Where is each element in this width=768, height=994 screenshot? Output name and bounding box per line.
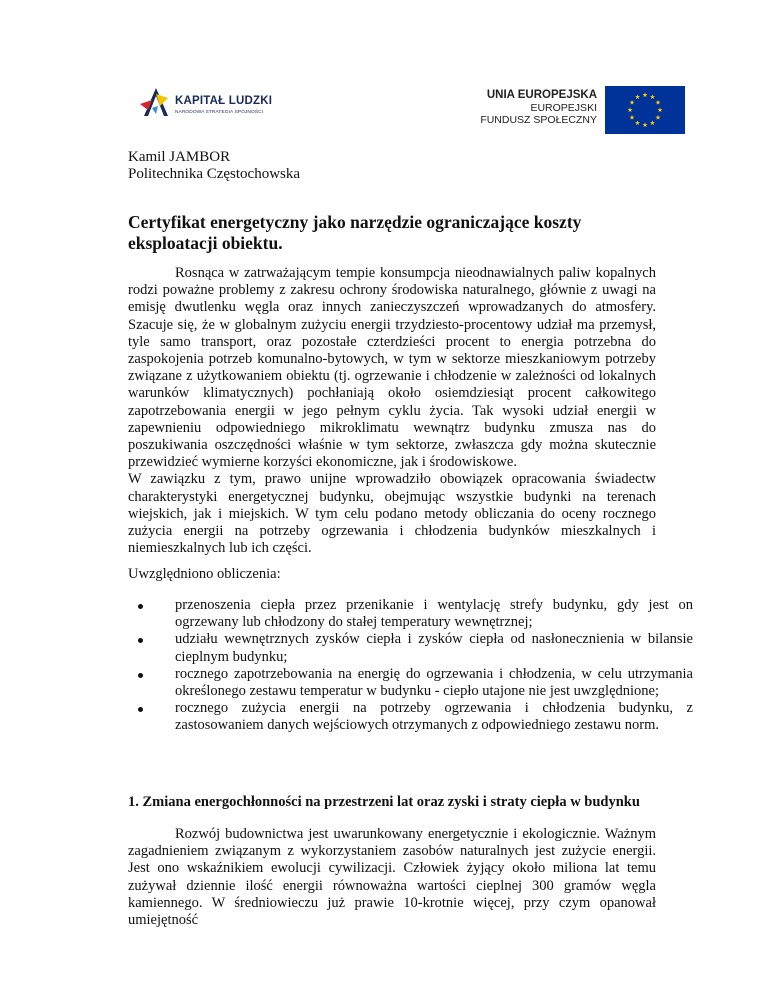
intro-paragraph	[128, 265, 656, 557]
kapital-ludzki-logo	[138, 86, 358, 126]
bullet-icon	[138, 604, 143, 609]
kapital-ludzki-subtitle: NARODOWA STRATEGIA SPÓJNOŚCI	[175, 110, 264, 115]
intro-paragraph-2-text: W zawiązku z tym, prawo unijne wprowadziło obowiązek opracowania świadectw charakterystyki energetycznej budynku, obejmując wszystkie budynki na terenach wiejskich, jak i miejskich. W tym celu podano metody obliczania do oceny rocznego zużycia energii na potrzeby ogrzewania i chłodzenia budynków mieszkalnych i niemieszkalnych lub ich części.	[128, 471, 656, 557]
list-intro: Uwzględniono obliczenia:	[128, 566, 281, 582]
calculations-list	[128, 597, 693, 735]
list-item-text: udziału wewnętrznych zysków ciepła i zysków ciepła od nasłonecznienia w bilansie cieplnym budynku;	[175, 631, 693, 665]
list-item	[128, 631, 693, 665]
eu-line-europejski: EUROPEJSKI	[530, 102, 597, 114]
section-heading: 1. Zmiana energochłonności na przestrzeni lat oraz zyski i straty ciepła w budynku	[128, 794, 640, 810]
eu-fund-logo	[480, 86, 685, 134]
list-item-text: przenoszenia ciepła przez przenikanie i wentylację strefy budynku, gdy jest on ogrzewany lub chłodzony do stałej temperatury wewnętrznej;	[175, 597, 693, 631]
list-item	[128, 597, 693, 631]
eu-flag-icon	[605, 86, 685, 134]
bullet-icon	[138, 673, 143, 678]
list-item-text: rocznego zużycia energii na potrzeby ogrzewania i chłodzenia budynku, z zastosowaniem danych wejściowych otrzymanych z odpowiedniego zestawu norm.	[175, 700, 693, 734]
list-item-text: rocznego zapotrzebowania na energię do ogrzewania i chłodzenia, w celu utrzymania określonego zestawu temperatur w budynku - ciepło utajone nie jest uwzględnione;	[175, 665, 693, 700]
section-paragraph: Rozwój budownictwa jest uwarunkowany energetycznie i ekologicznie. Ważnym zagadnieniem związanym z wykorzystaniem zasobów naturalnych jest zużycie energii. Jest ono wskaźnikiem ewolucji cywilizacji. Człowiek żyjący około miliona lat temu zużywał dziennie ilość energii równoważna wartości cieplnej 300 gramów węgla kamiennego. W średniowieczu już prawie 10-krotnie więcej, przy czym opanował umiejętność	[128, 826, 656, 929]
eu-fund-text	[480, 88, 597, 126]
author-name: Kamil JAMBOR	[128, 149, 231, 165]
kapital-ludzki-title: KAPITAŁ LUDZKI	[175, 95, 273, 107]
kapital-ludzki-emblem-icon	[138, 86, 172, 120]
document-title: Certyfikat energetyczny jako narzędzie ograniczające koszty eksploatacji obiektu.	[128, 212, 582, 253]
list-item	[128, 700, 693, 734]
author-block	[128, 149, 300, 183]
bullet-icon	[138, 707, 143, 712]
bullet-icon	[138, 638, 143, 643]
eu-line-unia: UNIA EUROPEJSKA	[486, 89, 597, 101]
list-item	[128, 666, 693, 700]
intro-paragraph-text: Rosnąca w zatrważającym tempie konsumpcja nieodnawialnych paliw kopalnych rodzi poważne problemy z zakresu ochrony środowiska naturalnego, głównie z uwagi na emisję dwutlenku węgla oraz innych zanieczyszczeń wprowadzanych do atmosfery. Szacuje się, że w globalnym zużyciu energii trzydziesto-procentowy udział ma przemysł, tyle samo transport, oraz pozostałe czterdzieści procent to energia potrzebna do zaspokojenia potrzeb komunalno-bytowych, w tym w sektorze mieszkaniowym potrzeby związane z użytkowaniem obiektu (tj. ogrzewanie i chłodzenie w zależności od lokalnych warunków klimatycznych) pochłaniają około osiemdziesiąt procent całkowitego zapotrzebowania energii w jego pełnym cyklu życia. Tak wysoki udział energii w zapewnieniu odpowiedniego mikroklimatu wewnątrz budynku zmusza nas do poszukiwania oszczędności właśnie w tym sektorze, zwłaszcza gdy można skutecznie przewidzieć wymierne korzyści ekonomiczne, jak i środowiskowe.	[128, 265, 656, 471]
eu-line-fundusz: FUNDUSZ SPOŁECZNY	[480, 114, 597, 126]
author-affiliation: Politechnika Częstochowska	[128, 166, 301, 182]
